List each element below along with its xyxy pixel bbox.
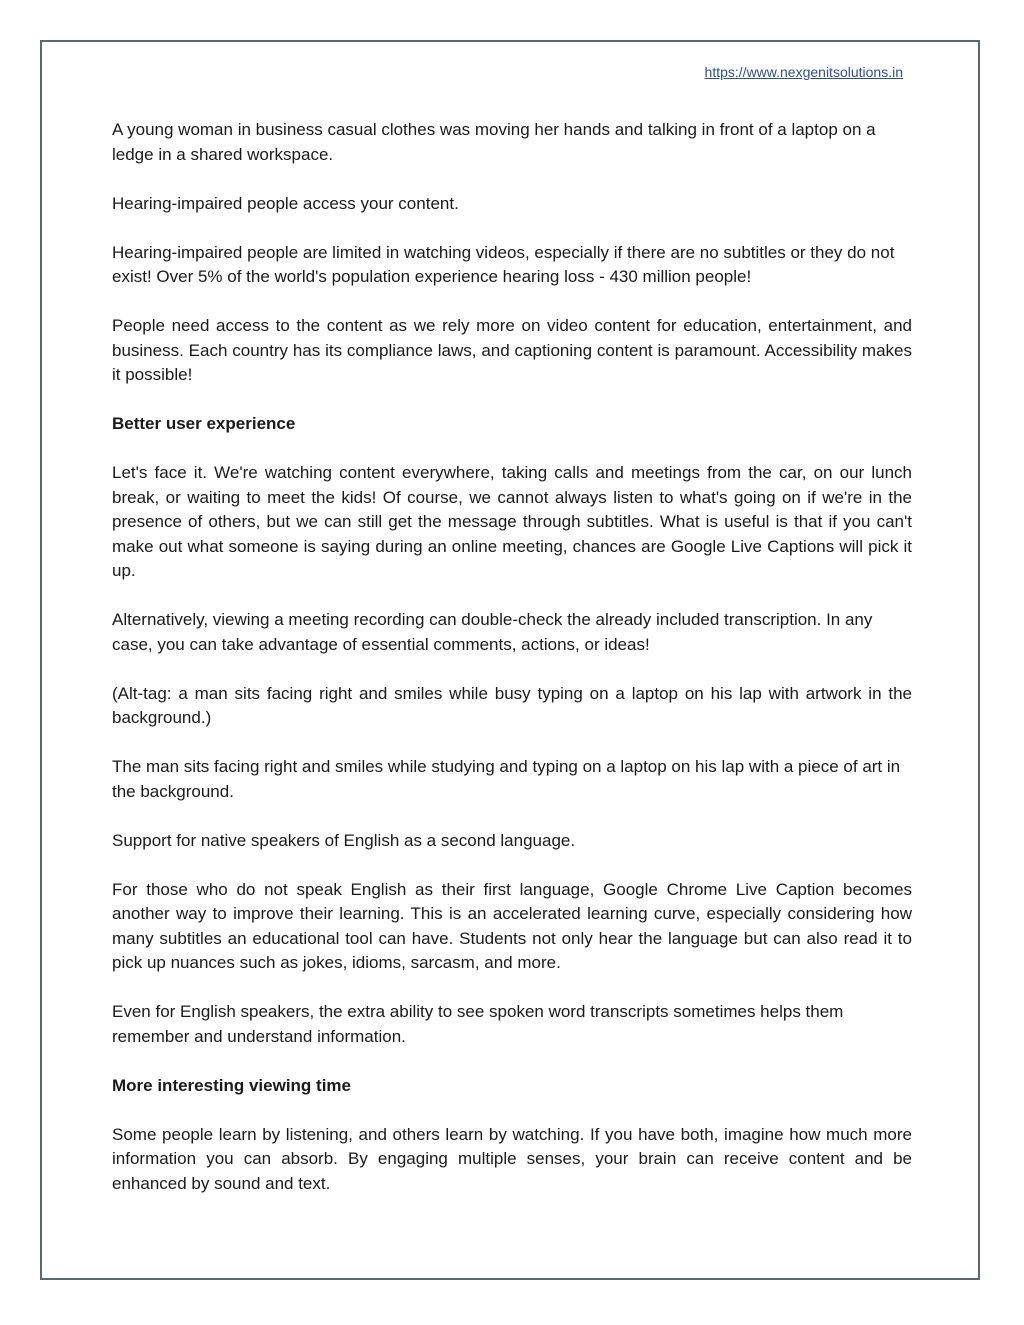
heading-more-interesting-viewing: More interesting viewing time [112,1075,351,1095]
paragraph-hearing-loss-stats: Hearing-impaired people are limited in watching videos, especially if there are no subtitles or they do not exist! Over 5% of the world's population experience hearing loss - 430 million people! [112,242,895,286]
paragraph-man-sits: The man sits facing right and smiles while studying and typing on a laptop on his lap with a piece of art in the background. [112,757,901,801]
paragraph-watching-everywhere: Let's face it. We're watching content everywhere, taking calls and meetings from the car, on our lunch break, or waiting to meet the kids! Of course, we cannot always listen to what's going on if we're in the presence of others, but we can still get the message through subtitles. What is useful is that if you can't make out what someone is saying during an online meeting, chances are Google Live Captions will pick it up. [112,463,912,580]
document-body [112,118,912,1221]
paragraph-second-language: For those who do not speak English as their first language, Google Chrome Live Caption becomes another way to improve their learning. This is an accelerated learning curve, especially considering how many subtitles an educational tool can have. Students not only hear the language but can also read it to pick up nuances such as jokes, idioms, sarcasm, and more. [112,879,912,972]
paragraph-content-access: People need access to the content as we rely more on video content for education, entertainment, and business. Each country has its compliance laws, and captioning content is paramount. Accessibility makes it possible! [112,316,912,384]
paragraph-multiple-senses: Some people learn by listening, and others learn by watching. If you have both, imagine how much more information you can absorb. By engaging multiple senses, your brain can receive content and be enhanced by sound and text. [112,1124,912,1193]
heading-better-user-experience: Better user experience [112,414,296,433]
paragraph-intro: A young woman in business casual clothes was moving her hands and talking in front of a laptop on a ledge in a shared workspace. [112,120,876,164]
paragraph-alt-tag: (Alt-tag: a man sits facing right and smiles while busy typing on a laptop on his lap with artwork in the background.) [112,683,912,727]
website-link[interactable]: https://www.nexgenitsolutions.in [704,64,903,80]
paragraph-english-speakers: Even for English speakers, the extra ability to see spoken word transcripts sometimes helps them remember and understand information. [112,1002,844,1046]
paragraph-hearing-impaired-access: Hearing-impaired people access your content. [112,193,459,213]
paragraph-meeting-recording: Alternatively, viewing a meeting recording can double-check the already included transcription. In any case, you can take advantage of essential comments, actions, or ideas! [112,610,873,654]
paragraph-native-speakers: Support for native speakers of English as a second language. [112,830,576,850]
